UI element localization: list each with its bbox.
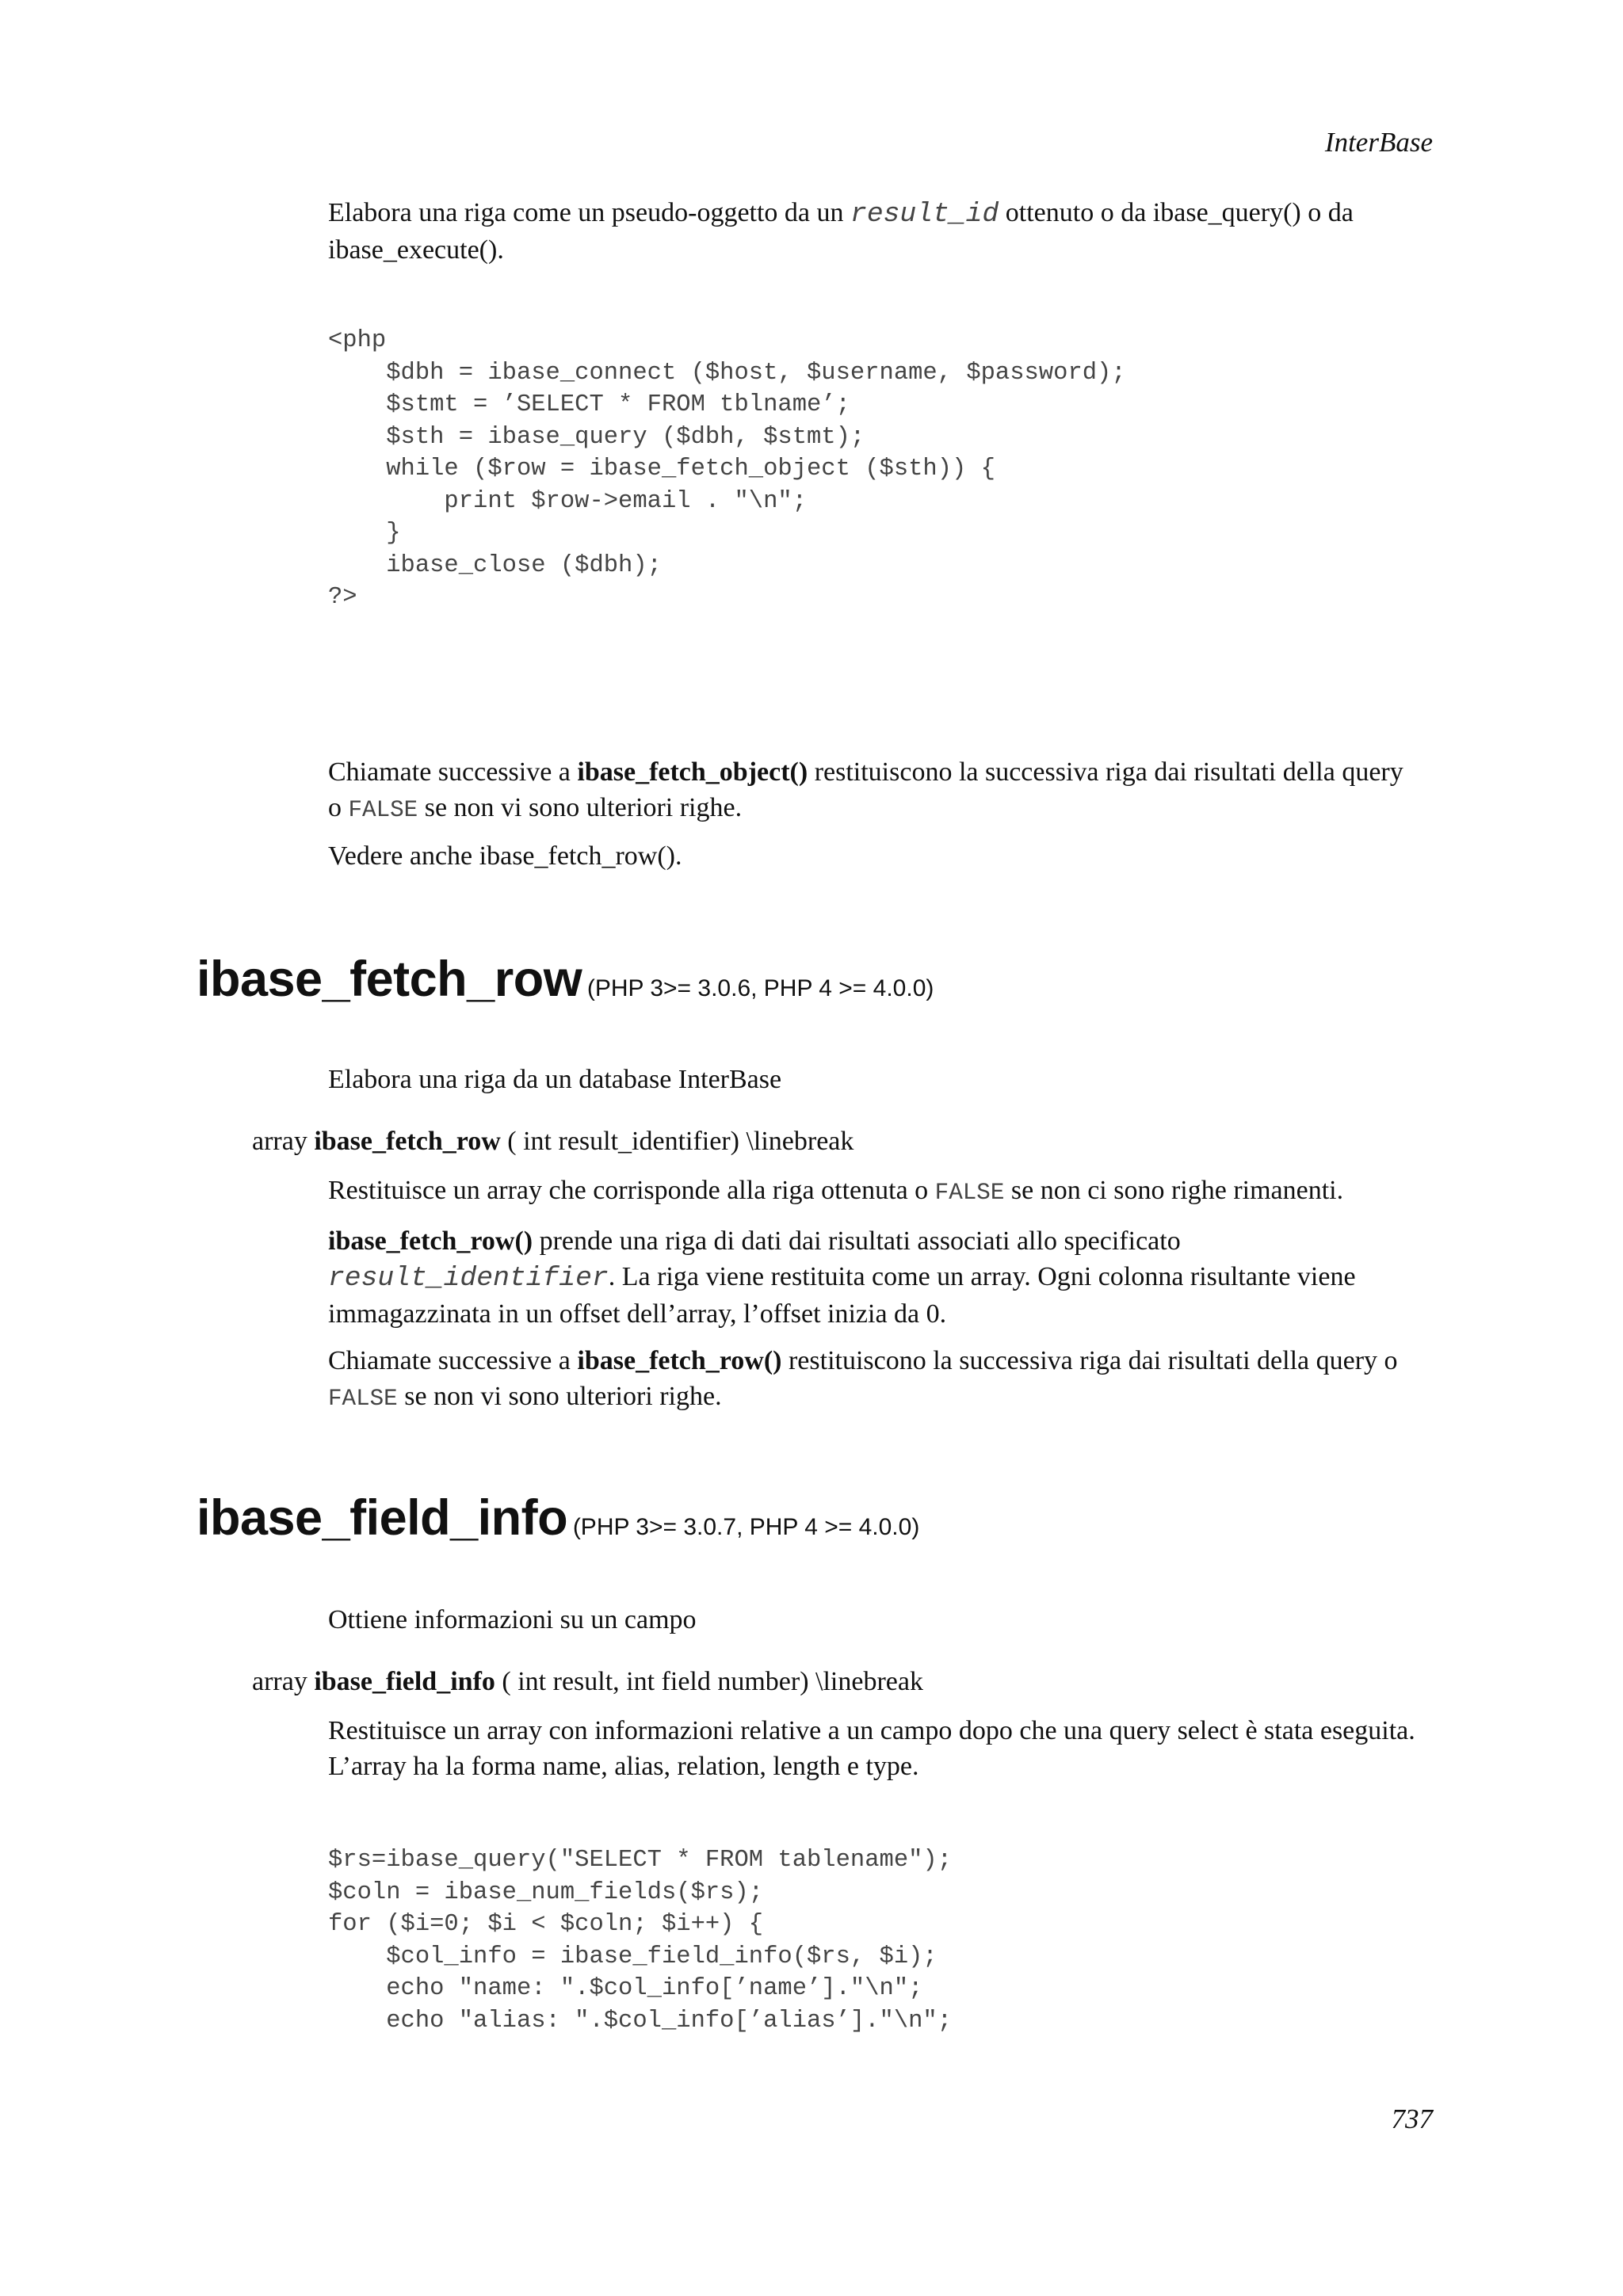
field-info-code-example: $rs=ibase_query("SELECT * FROM tablename"); $coln = ibase_num_fields($rs); for ($i=0; $i < $coln; $i++) { $col_info = ibase_field_info($rs, $i); echo "name: ".$col_info[’name’]."\n"; echo "alias: ".$col_info[’alias’]."\n"; bbox=[328, 1847, 953, 2035]
fetch-row-heading: ibase_fetch_row (PHP 3>= 3.0.6, PHP 4 >= 4.0.0) bbox=[197, 952, 934, 1007]
fetch-object-successive-calls: Chiamate successive a ibase_fetch_object() restituiscono la successiva riga dai risultati della query o FALSE se non vi sono ulteriori righe. bbox=[328, 757, 1403, 823]
field-info-synopsis: array ibase_field_info ( int result, int field number) \linebreak bbox=[252, 1667, 923, 1696]
fetch-row-description: ibase_fetch_row() prende una riga di dati dai risultati associati allo specificato result_identifier. La riga viene restituita come un array. Ogni colonna risultante viene immagazzinata in un offset dell’array, l’offset inizia da 0. bbox=[328, 1226, 1356, 1329]
fetch-object-see-also: Vedere anche ibase_fetch_row(). bbox=[328, 841, 682, 871]
field-info-heading: ibase_field_info (PHP 3>= 3.0.7, PHP 4 >= 4.0.0) bbox=[197, 1490, 920, 1546]
fetch-row-successive-calls: Chiamate successive a ibase_fetch_row() restituiscono la successiva riga dai risultati della query o FALSE se non vi sono ulteriori righe. bbox=[328, 1346, 1398, 1412]
field-info-description: Restituisce un array con informazioni relative a un campo dopo che una query select è stata eseguita. L’array ha la forma name, alias, relation, length e type. bbox=[328, 1716, 1415, 1781]
fetch-row-synopsis: array ibase_fetch_row ( int result_identifier) \linebreak bbox=[252, 1127, 854, 1156]
page-number: 737 bbox=[1391, 2103, 1433, 2134]
field-info-purpose: Ottiene informazioni su un campo bbox=[328, 1605, 697, 1634]
running-header: InterBase bbox=[1324, 127, 1433, 158]
fetch-row-returns: Restituisce un array che corrisponde alla riga ottenuta o FALSE se non ci sono righe rimanenti. bbox=[328, 1176, 1344, 1206]
fetch-object-intro: Elabora una riga come un pseudo-oggetto da un result_id ottenuto o da ibase_query() o da ibase_execute(). bbox=[328, 198, 1354, 265]
result-id-code: result_id bbox=[850, 199, 999, 230]
fetch-row-purpose: Elabora una riga da un database InterBase bbox=[328, 1065, 782, 1094]
fetch-object-code-example: <php $dbh = ibase_connect ($host, $username, $password); $stmt = ’SELECT * FROM tblname’; $sth = ibase_query ($dbh, $stmt); while ($row = ibase_fetch_object ($sth)) { print $row->email . "\n"; } ibase_close ($dbh); ?> bbox=[328, 327, 1126, 611]
